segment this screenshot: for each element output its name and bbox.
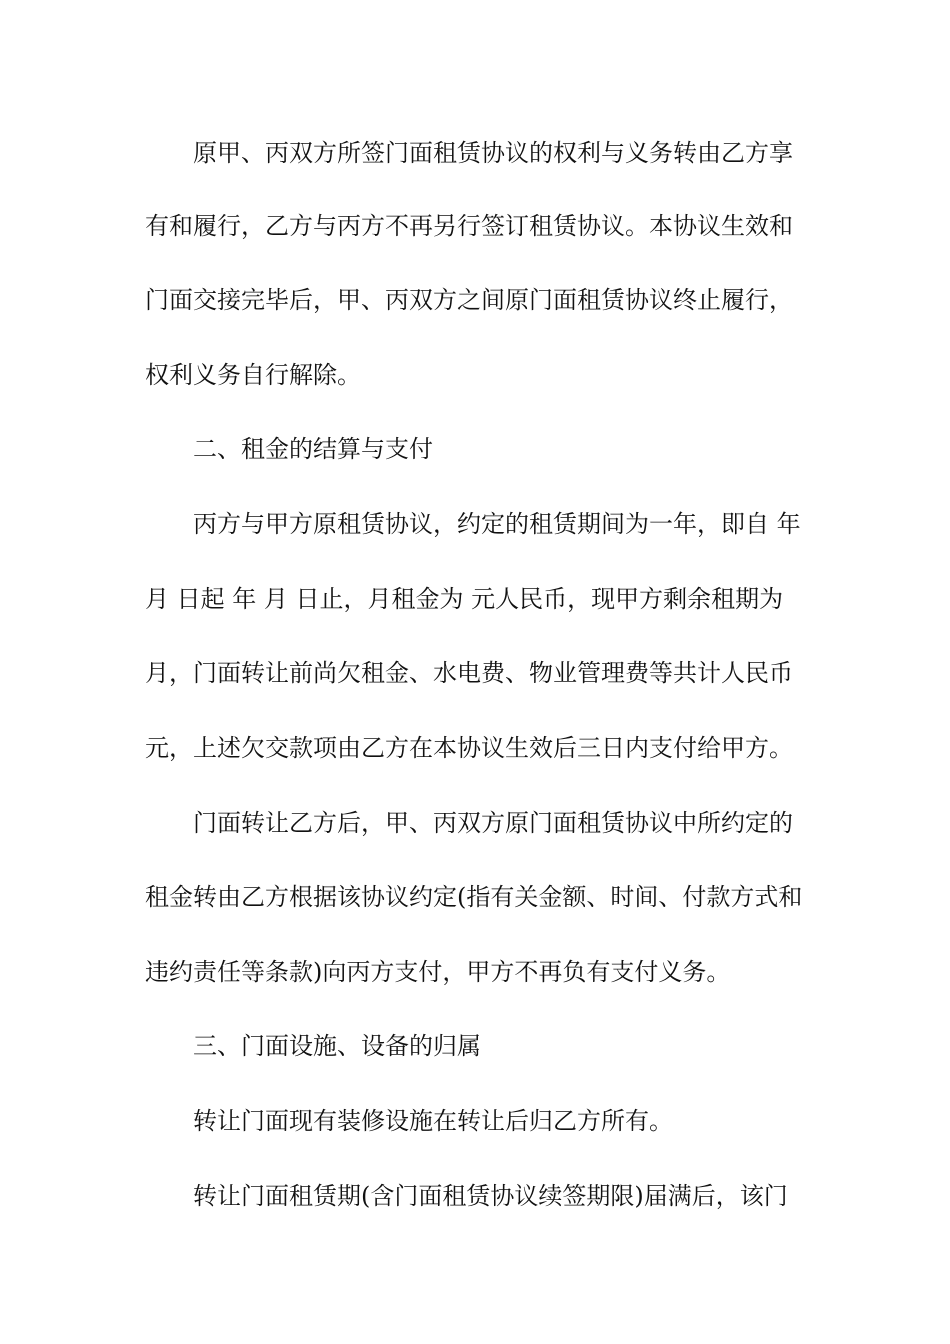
paragraph-line: 门面转让乙方后，甲、丙双方原门面租赁协议中所约定的 [193, 809, 793, 837]
paragraph-line: 租金转由乙方根据该协议约定(指有关金额、时间、付款方式和 [145, 883, 803, 911]
section-heading: 三、门面设施、设备的归属 [193, 1032, 481, 1060]
paragraph-line: 有和履行，乙方与丙方不再另行签订租赁协议。本协议生效和 [145, 212, 793, 240]
paragraph-line: 违约责任等条款)向丙方支付，甲方不再负有支付义务。 [145, 958, 731, 986]
paragraph-line: 原甲、丙双方所签门面租赁协议的权利与义务转由乙方享 [193, 139, 793, 167]
paragraph-line: 转让门面租赁期(含门面租赁协议续签期限)届满后，该门 [193, 1182, 788, 1210]
paragraph-line: 月，门面转让前尚欠租金、水电费、物业管理费等共计人民币 [145, 659, 793, 687]
paragraph-line: 门面交接完毕后，甲、丙双方之间原门面租赁协议终止履行， [145, 286, 793, 314]
paragraph-line: 权利义务自行解除。 [145, 361, 361, 389]
paragraph-line: 月 日起 年 月 日止，月租金为 元人民币，现甲方剩余租期为 [145, 585, 784, 613]
paragraph-line: 丙方与甲方原租赁协议，约定的租赁期间为一年，即自 年 [193, 510, 801, 538]
paragraph-line: 元，上述欠交款项由乙方在本协议生效后三日内支付给甲方。 [145, 734, 793, 762]
section-heading: 二、租金的结算与支付 [193, 435, 433, 463]
paragraph-line: 转让门面现有装修设施在转让后归乙方所有。 [193, 1107, 673, 1135]
